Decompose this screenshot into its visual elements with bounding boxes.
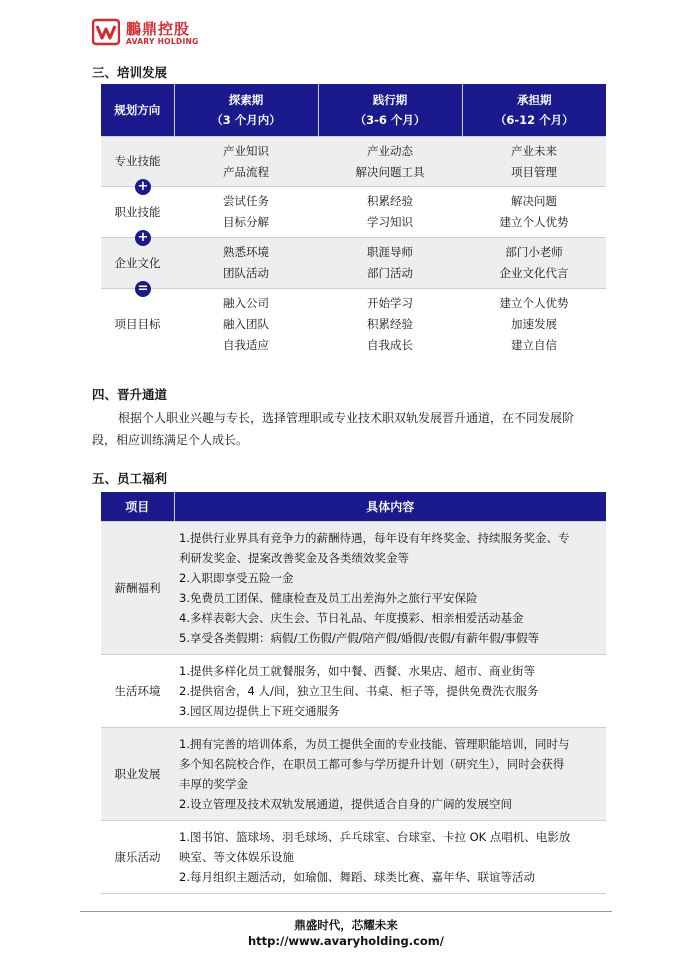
promotion-paragraph: 根据个人职业兴趣与专长，选择管理职或专业技术职双轨发展晋升通道，在不同发展阶 段，相应训练满足个人成长。 — [92, 411, 575, 447]
cell: 熟悉环境 团队活动 — [174, 238, 318, 289]
row-content: 1.拥有完善的培训体系，为员工提供全面的专业技能、管理职能培训，同时与 多个知名院校合作，在职员工都可参与学历提升计划（研究生），同时会获得 丰厚的奖学金 2.设立管理及技术双轨发展通道，提供适合自身的广阔的发展空间 — [174, 728, 606, 821]
header-content: 具体内容 — [174, 492, 606, 522]
header-explore: 探索期 （3 个月内） — [174, 84, 318, 137]
header-practice: 践行期 （3-6 个月） — [318, 84, 462, 137]
plus-icon: + — [135, 230, 151, 246]
cell: 产业未来 项目管理 — [462, 137, 606, 187]
logo-english-name: AVARY HOLDING — [126, 37, 199, 46]
header-direction: 规划方向 — [101, 84, 174, 137]
table-row — [101, 137, 606, 187]
table-row — [101, 522, 606, 655]
section-title-promotion: 四、晋升通道 — [92, 387, 168, 402]
row-label: 企业文化 — [114, 255, 161, 270]
row-label: 专业技能 — [101, 137, 174, 187]
row-content: 1.提供多样化员工就餐服务，如中餐、西餐、水果店、超市、商业街等 2.提供宿舍，4 人/间，独立卫生间、书桌、柜子等，提供免费洗衣服务 3.园区周边提供上下班交通服务 — [174, 655, 606, 728]
training-table-header — [101, 84, 606, 137]
footer-url[interactable]: http://www.avaryholding.com/ — [248, 934, 444, 948]
cell: 尝试任务 目标分解 — [174, 187, 318, 238]
logo-chinese-name: 鵬鼎控股 — [126, 20, 191, 38]
cell: 产业知识 产品流程 — [174, 137, 318, 187]
row-label: 康乐活动 — [101, 821, 174, 894]
row-content: 1.图书馆、篮球场、羽毛球场、乒乓球室、台球室、卡拉 OK 点唱机、电影放 映室、等文体娱乐设施 2.每月组织主题活动，如瑜伽、舞蹈、球类比赛、嘉年华、联谊等活动 — [174, 821, 606, 894]
cell: 产业动态 解决问题工具 — [318, 137, 462, 187]
row-label: 项目目标 — [114, 317, 161, 332]
table-row — [101, 728, 606, 821]
row-label: 职业技能 — [114, 204, 161, 219]
section-title-benefits: 五、员工福利 — [92, 471, 168, 486]
header-item: 项目 — [101, 492, 174, 522]
cell: 积累经验 学习知识 — [318, 187, 462, 238]
section-title-training: 三、培训发展 — [92, 65, 168, 80]
benefits-table — [101, 492, 606, 894]
row-label: 薪酬福利 — [101, 522, 174, 655]
cell: 建立个人优势 加速发展 建立自信 — [462, 289, 606, 361]
footer-slogan: 鼎盛时代，芯耀未来 — [294, 918, 398, 932]
cell: 融入公司 融入团队 自我适应 — [174, 289, 318, 361]
equals-icon: = — [135, 281, 151, 297]
avary-logo-icon — [92, 18, 120, 46]
cell: 解决问题 建立个人优势 — [462, 187, 606, 238]
plus-icon: + — [135, 179, 151, 195]
header-undertake: 承担期 （6-12 个月） — [462, 84, 606, 137]
table-row — [101, 821, 606, 894]
table-row — [101, 289, 606, 361]
training-table — [101, 84, 606, 361]
table-row — [101, 655, 606, 728]
benefits-table-header — [101, 492, 606, 522]
table-row — [101, 238, 606, 289]
cell: 职涯导师 部门活动 — [318, 238, 462, 289]
cell: 开始学习 积累经验 自我成长 — [318, 289, 462, 361]
company-logo — [92, 18, 212, 48]
table-row — [101, 187, 606, 238]
row-label: 生活环境 — [101, 655, 174, 728]
row-label: 职业发展 — [101, 728, 174, 821]
row-content: 1.提供行业界具有竞争力的薪酬待遇，每年设有年终奖金、持续服务奖金、专 利研发奖金、提案改善奖金及各类绩效奖金等 2.入职即享受五险一金 3.免费员工团保、健康检查及员工出差海外之旅行平安保险 4.多样表彰大会、庆生会、节日礼品、年度摸彩、相亲相爱活动基金 5.享受各类假期：病假/工伤假/产假/陪产假/婚假/丧假/有薪年假/事假等 — [174, 522, 606, 655]
cell: 部门小老师 企业文化代言 — [462, 238, 606, 289]
footer-divider — [80, 911, 612, 912]
